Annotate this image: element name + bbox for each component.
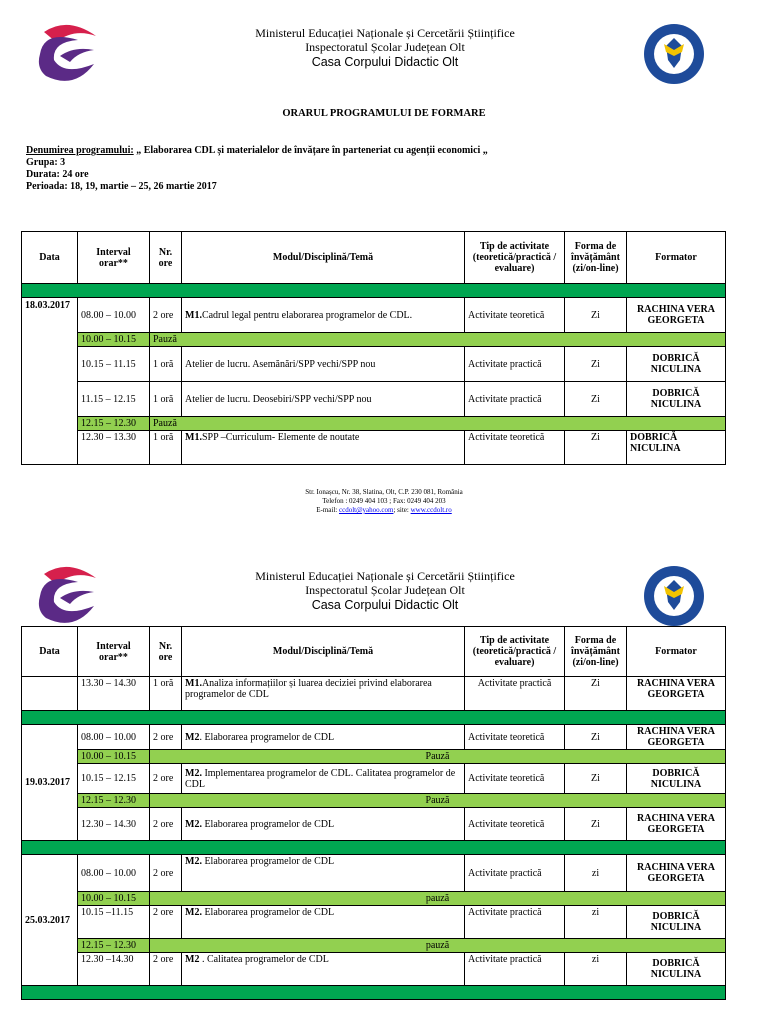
pause-row <box>22 794 726 808</box>
green-separator <box>22 284 726 298</box>
interval-cell: 10.00 – 10.15 <box>78 333 150 347</box>
ore-cell: 1 oră <box>150 347 182 382</box>
interval-cell: 12.15 – 12.30 <box>78 794 150 808</box>
program-label: Denumirea programului: <box>26 145 134 156</box>
col-data: Data <box>22 232 78 284</box>
table-row <box>22 906 726 939</box>
col-tip: Tip de activitate (teoretică/practică / evaluare) <box>465 232 565 284</box>
interval-cell: 10.00 – 10.15 <box>78 892 150 906</box>
tip-cell: Activitate practică <box>465 855 565 892</box>
table-row <box>22 808 726 841</box>
col-nr-ore: Nr. ore <box>150 232 182 284</box>
interval-cell: 12.30 – 14.30 <box>78 808 150 841</box>
interval-cell: 10.15 – 12.15 <box>78 764 150 794</box>
modul-cell: M2 . Calitatea programelor de CDL <box>182 953 465 986</box>
program-grupa: Grupa: 3 <box>26 157 66 168</box>
table-row <box>22 953 726 986</box>
modul-cell: M2. Elaborarea programelor de CDL <box>182 808 465 841</box>
col-data: Data <box>22 627 78 677</box>
interval-cell: 10.00 – 10.15 <box>78 750 150 764</box>
forma-cell: Zi <box>565 298 627 333</box>
col-formator: Formator <box>627 627 726 677</box>
interval-cell: 11.15 – 12.15 <box>78 382 150 417</box>
formator-cell: RACHINA VERA GEORGETA <box>627 808 726 841</box>
ore-cell: 1 oră <box>150 382 182 417</box>
program-name <box>26 145 488 157</box>
table-row <box>22 677 726 711</box>
ore-cell: 2 ore <box>150 298 182 333</box>
green-separator <box>22 711 726 725</box>
ccd-logo <box>34 20 106 84</box>
formator-cell: DOBRICĂ NICULINA <box>627 382 726 417</box>
footer-phone: Telefon : 0249 404 103 ; Fax: 0249 404 203 <box>322 497 446 505</box>
pause-label: pauză <box>150 939 726 953</box>
table-row <box>22 855 726 892</box>
modul-cell: Atelier de lucru. Asemănări/SPP vechi/SPP nou <box>182 347 465 382</box>
ccd-name: Casa Corpului Didactic Olt <box>311 55 459 69</box>
formator-cell: DOBRICĂ NICULINA <box>627 347 726 382</box>
date-cell: 18.03.2017 <box>22 298 78 465</box>
modul-cell: M2. Implementarea programelor de CDL. Calitatea programelor de CDL <box>182 764 465 794</box>
site-link[interactable]: www.ccdolt.ro <box>410 506 452 514</box>
formator-cell: DOBRICĂ NICULINA <box>627 906 726 939</box>
forma-cell: zi <box>565 953 627 986</box>
forma-cell: Zi <box>565 677 627 711</box>
ore-cell: 1 oră <box>150 431 182 465</box>
government-seal-icon <box>642 564 706 628</box>
schedule-table-2 <box>21 626 726 1000</box>
inspectorate-name: Inspectoratul Școlar Județean Olt <box>305 40 465 54</box>
pause-row <box>22 750 726 764</box>
forma-cell: Zi <box>565 431 627 465</box>
modul-cell: M2. Elaborarea programelor de CDL <box>182 906 465 939</box>
ministry-name: Ministerul Educației Naționale și Cercetării Științifice <box>255 569 515 583</box>
table-row <box>22 431 726 465</box>
date-cell: 19.03.2017 <box>22 725 78 841</box>
interval-cell: 08.00 – 10.00 <box>78 298 150 333</box>
modul-cell: M2. Elaborarea programelor de CDL <box>182 725 465 750</box>
tip-cell: Activitate practică <box>465 677 565 711</box>
modul-cell: M1.SPP –Curriculum- Elemente de noutate <box>182 431 465 465</box>
pause-label: Pauză <box>150 333 726 347</box>
forma-cell: Zi <box>565 764 627 794</box>
date-cell <box>22 677 78 711</box>
col-nr-ore: Nr. ore <box>150 627 182 677</box>
date-cell: 25.03.2017 <box>22 855 78 986</box>
forma-cell: zi <box>565 855 627 892</box>
interval-cell: 12.30 –14.30 <box>78 953 150 986</box>
forma-cell: Zi <box>565 725 627 750</box>
interval-cell: 12.15 – 12.30 <box>78 939 150 953</box>
col-tip: Tip de activitate (teoretică/practică / evaluare) <box>465 627 565 677</box>
pause-row <box>22 892 726 906</box>
interval-cell: 10.15 – 11.15 <box>78 347 150 382</box>
formator-cell: RACHINA VERA GEORGETA <box>627 725 726 750</box>
tip-cell: Activitate practică <box>465 382 565 417</box>
ore-cell: 1 oră <box>150 677 182 711</box>
col-interval: Interval orar** <box>78 627 150 677</box>
green-separator <box>22 841 726 855</box>
pause-label: Pauză <box>150 417 726 431</box>
modul-cell: Atelier de lucru. Deosebiri/SPP vechi/SPP nou <box>182 382 465 417</box>
ccd-name: Casa Corpului Didactic Olt <box>311 598 459 612</box>
interval-cell: 12.15 – 12.30 <box>78 417 150 431</box>
col-interval: Interval orar** <box>78 232 150 284</box>
ore-cell: 2 ore <box>150 953 182 986</box>
schedule-table-1 <box>21 231 726 465</box>
interval-cell: 10.15 –11.15 <box>78 906 150 939</box>
interval-cell: 13.30 – 14.30 <box>78 677 150 711</box>
formator-cell: DOBRICĂ NICULINA <box>627 431 726 465</box>
modul-cell: M1.Analiza informațiilor și luarea deciziei privind elaborarea programelor de CDL <box>182 677 465 711</box>
pause-label: Pauză <box>150 750 726 764</box>
formator-cell: RACHINA VERA GEORGETA <box>627 298 726 333</box>
program-perioada: Perioada: 18, 19, martie – 25, 26 martie 2017 <box>26 181 217 192</box>
col-formator: Formator <box>627 232 726 284</box>
table-row <box>22 382 726 417</box>
ore-cell: 2 ore <box>150 855 182 892</box>
col-forma: Forma de învățământ (zi/on-line) <box>565 232 627 284</box>
ore-cell: 2 ore <box>150 808 182 841</box>
inspectorate-name: Inspectoratul Școlar Județean Olt <box>305 583 465 597</box>
table-row <box>22 764 726 794</box>
table-header-row <box>22 627 726 677</box>
pause-row <box>22 333 726 347</box>
modul-cell: M2. Elaborarea programelor de CDL <box>182 855 465 892</box>
forma-cell: Zi <box>565 808 627 841</box>
table-row <box>22 725 726 750</box>
ore-cell: 2 ore <box>150 725 182 750</box>
tip-cell: Activitate teoretică <box>465 764 565 794</box>
tip-cell: Activitate practică <box>465 953 565 986</box>
ore-cell: 2 ore <box>150 906 182 939</box>
program-durata: Durata: 24 ore <box>26 169 89 180</box>
forma-cell: zi <box>565 906 627 939</box>
ministry-name: Ministerul Educației Naționale și Cercetării Științifice <box>255 26 515 40</box>
formator-cell: DOBRICĂ NICULINA <box>627 953 726 986</box>
government-seal-icon <box>642 22 706 86</box>
green-separator <box>22 986 726 1000</box>
table-row <box>22 347 726 382</box>
email-link[interactable]: ccdolt@yahoo.com <box>339 506 394 514</box>
footer-address: Str. Ionașcu, Nr. 38, Slatina, Olt, C.P. 230 081, România <box>305 488 463 496</box>
forma-cell: Zi <box>565 347 627 382</box>
tip-cell: Activitate teoretică <box>465 298 565 333</box>
table-header-row <box>22 232 726 284</box>
tip-cell: Activitate teoretică <box>465 725 565 750</box>
formator-cell: DOBRICĂ NICULINA <box>627 764 726 794</box>
tip-cell: Activitate teoretică <box>465 808 565 841</box>
tip-cell: Activitate practică <box>465 347 565 382</box>
page-title: ORARUL PROGRAMULUI DE FORMARE <box>282 108 486 119</box>
pause-row <box>22 939 726 953</box>
pause-label: Pauză <box>150 794 726 808</box>
footer-contact: E-mail: ccdolt@yahoo.com; site: www.ccdolt.ro <box>316 506 452 514</box>
col-modul: Modul/Disciplină/Temă <box>182 627 465 677</box>
tip-cell: Activitate teoretică <box>465 431 565 465</box>
interval-cell: 12.30 – 13.30 <box>78 431 150 465</box>
pause-label: pauză <box>150 892 726 906</box>
col-forma: Forma de învățământ (zi/on-line) <box>565 627 627 677</box>
ccd-logo <box>34 562 106 626</box>
col-modul: Modul/Disciplină/Temă <box>182 232 465 284</box>
formator-cell: RACHINA VERA GEORGETA <box>627 677 726 711</box>
table-row <box>22 298 726 333</box>
program-title: „ Elaborarea CDL și materialelor de învățare în parteneriat cu agenții economici „ <box>133 145 488 156</box>
tip-cell: Activitate practică <box>465 906 565 939</box>
formator-cell: RACHINA VERA GEORGETA <box>627 855 726 892</box>
modul-cell: M1.Cadrul legal pentru elaborarea programelor de CDL. <box>182 298 465 333</box>
forma-cell: Zi <box>565 382 627 417</box>
page-footer <box>0 488 768 515</box>
ore-cell: 2 ore <box>150 764 182 794</box>
pause-row <box>22 417 726 431</box>
interval-cell: 08.00 – 10.00 <box>78 725 150 750</box>
interval-cell: 08.00 – 10.00 <box>78 855 150 892</box>
